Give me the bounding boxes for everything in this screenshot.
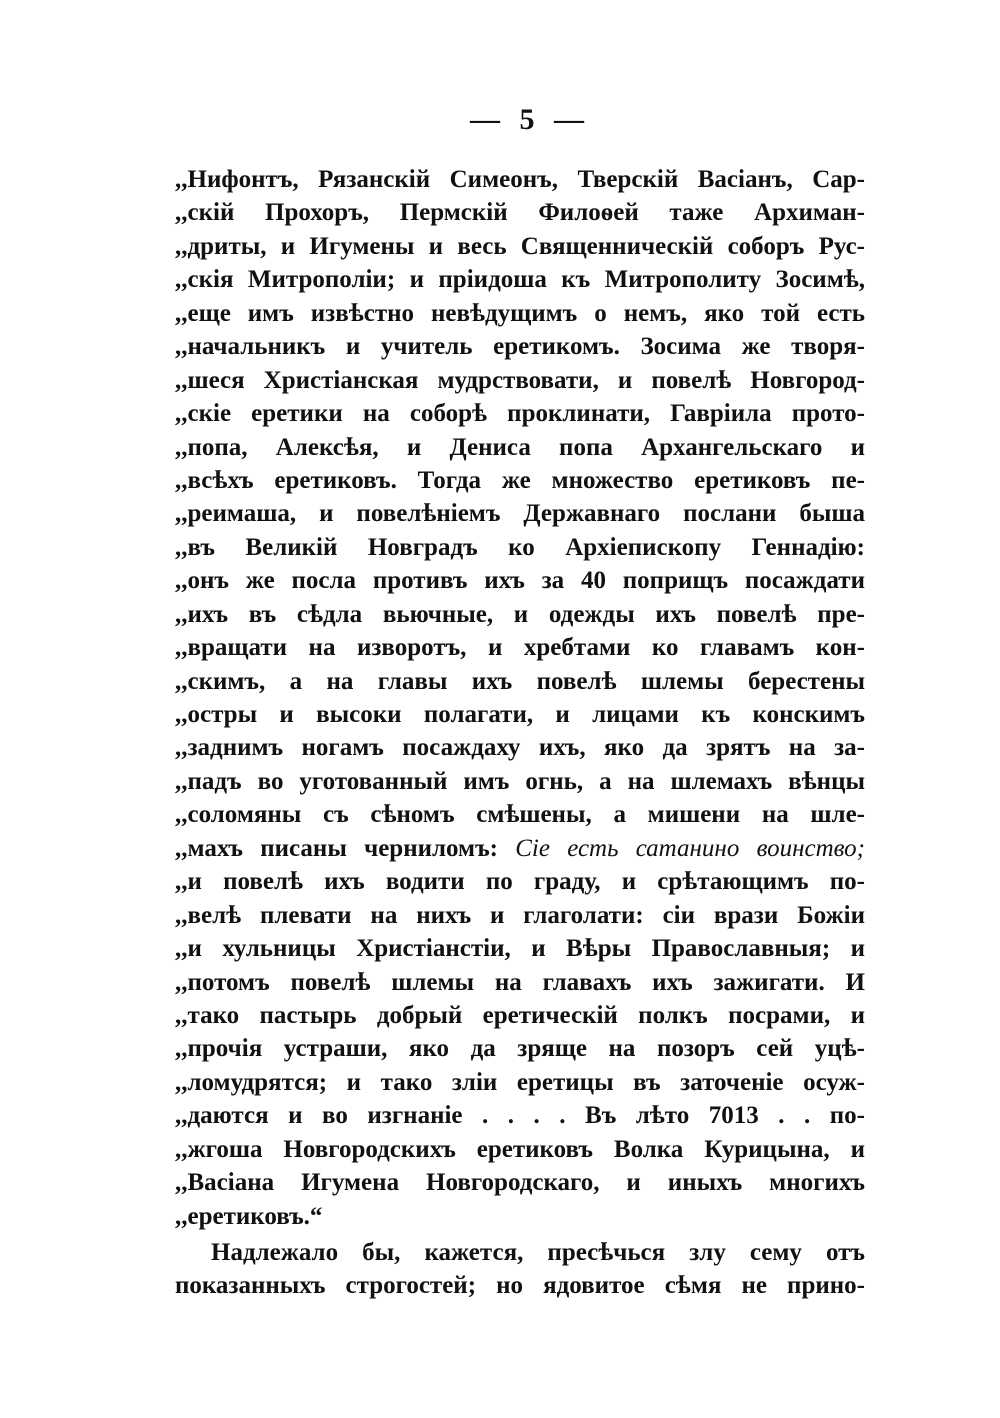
text-line-content: ,,ихъ въ сѣдла вьючные, и одежды ихъ повелѣ пре- [175, 600, 865, 628]
page-number: — 5 — [470, 103, 590, 136]
text-line [175, 1200, 865, 1233]
text-line [175, 832, 865, 865]
text-line-content: ,,Нифонтъ, Рязанскій Симеонъ, Тверскій Васіанъ, Сар- [175, 166, 865, 193]
body-paragraph [175, 1236, 865, 1303]
text-line [175, 865, 865, 898]
text-line [175, 297, 865, 330]
text-line [175, 731, 865, 764]
text-line [175, 364, 865, 397]
text-line-content: ,,жгоша Новгородскихъ еретиковъ Волка Курицына, и [175, 1135, 865, 1163]
text-line-content: ,,скія Митрополіи; и пріидоша къ Митрополиту Зосимѣ, [175, 266, 865, 294]
text-line-content: ,,еще имъ извѣстно невѣдущимъ о немъ, яко той есть [175, 299, 865, 327]
text-line-content: ,,и повелѣ ихъ водити по граду, и срѣтающимъ по- [175, 868, 865, 896]
text-line-content: ,,дриты, и Игумены и весь Священническій соборъ Рус- [175, 232, 865, 260]
text-line [175, 631, 865, 664]
text-line-content: ,,и хульницы Христіанстіи, и Вѣры Православныя; и [175, 935, 865, 963]
text-line [175, 1269, 865, 1302]
text-line [175, 464, 865, 497]
text-line-content: ,,Васіана Игумена Новгородскаго, и иныхъ многихъ [175, 1169, 865, 1197]
text-line [175, 1032, 865, 1065]
text-line [175, 497, 865, 530]
text-line [175, 966, 865, 999]
text-line-content: ,,скій Прохоръ, Пермскій Филоѳей таже Архиман- [175, 199, 865, 227]
quoted-chronicle-text [175, 163, 865, 1233]
italic-inscription: Сіе есть сатанино воинство; [515, 834, 865, 862]
text-line-content: ,,велѣ плевати на нихъ и глаголати: сіи врази Божіи [175, 901, 865, 929]
text-line [175, 899, 865, 932]
text-line [175, 1066, 865, 1099]
text-line-content: ,,въ Великій Новградъ ко Архіепископу Геннадію: [175, 533, 865, 561]
text-line-content: ,,заднимъ ногамъ посаждаху ихъ, яко да зрятъ на за- [175, 734, 865, 762]
text-line-content: показанныхъ строгостей; но ядовитое сѣмя не прино- [175, 1272, 865, 1300]
text-line-content: ,,соломяны съ сѣномъ смѣшены, а мишени на шле- [175, 801, 865, 829]
text-line [175, 1166, 865, 1199]
text-line [175, 196, 865, 229]
text-line-content: ,,шеся Христіанская мудрствовати, и повелѣ Новгород- [175, 366, 865, 394]
text-line [175, 263, 865, 296]
text-line-content: ,,даются и во изгнаніе . . . . Въ лѣто 7013 . . по- [175, 1102, 865, 1130]
text-line [175, 230, 865, 263]
text-line-content: ,,скіе еретики на соборѣ проклинати, Гавріила прото- [175, 400, 865, 428]
text-line-content: ,,начальникъ и учитель еретикомъ. Зосима же творя- [175, 333, 865, 361]
text-line [175, 163, 865, 196]
text-line-content: ,,ломудрятся; и тако зліи еретицы въ заточеніе осуж- [175, 1068, 865, 1096]
text-line-content: ,,попа, Алексѣя, и Дениса попа Архангельскаго и [175, 433, 865, 461]
text-line [175, 932, 865, 965]
text-line [175, 431, 865, 464]
text-line-content: ,,реимаша, и повелѣніемъ Державнаго послани быша [175, 500, 865, 528]
text-line [175, 531, 865, 564]
text-line [175, 765, 865, 798]
text-line [175, 1236, 865, 1269]
text-line-content: ,,тако пастырь добрый еретическій полкъ посрами, и [175, 1001, 865, 1029]
text-line-content: ,,вращати на изворотъ, и хребтами ко главамъ кон- [175, 634, 865, 662]
text-line [175, 564, 865, 597]
text-line [175, 598, 865, 631]
text-line [175, 397, 865, 430]
text-line [175, 999, 865, 1032]
text-line-content: ,,скимъ, а на главы ихъ повелѣ шлемы берестены [175, 667, 865, 695]
text-line-content: ,,еретиковъ.“ [175, 1202, 323, 1230]
text-line-content: ,,падъ во уготованный имъ огнь, а на шлемахъ вѣнцы [175, 767, 865, 795]
text-line-content: ,,онъ же посла противъ ихъ за 40 поприщъ посаждати [175, 567, 865, 595]
text-line-content: ,,махъ писаны черниломъ: [175, 834, 516, 862]
text-line-content: ,,потомъ повелѣ шлемы на главахъ ихъ зажигати. И [175, 968, 865, 996]
text-line-content: ,,прочія устраши, яко да зряще на позоръ сей уцѣ- [175, 1035, 865, 1063]
text-line [175, 1133, 865, 1166]
text-line [175, 330, 865, 363]
text-line [175, 1099, 865, 1132]
text-line [175, 698, 865, 731]
text-line [175, 665, 865, 698]
text-line [175, 798, 865, 831]
text-line-content: ,,всѣхъ еретиковъ. Тогда же множество еретиковъ пе- [175, 466, 865, 494]
text-line-content: ,,остры и высоки полагати, и лицами къ конскимъ [175, 701, 865, 728]
text-line-content: Надлежало бы, кажется, пресѣчься злу сему отъ [211, 1239, 865, 1266]
